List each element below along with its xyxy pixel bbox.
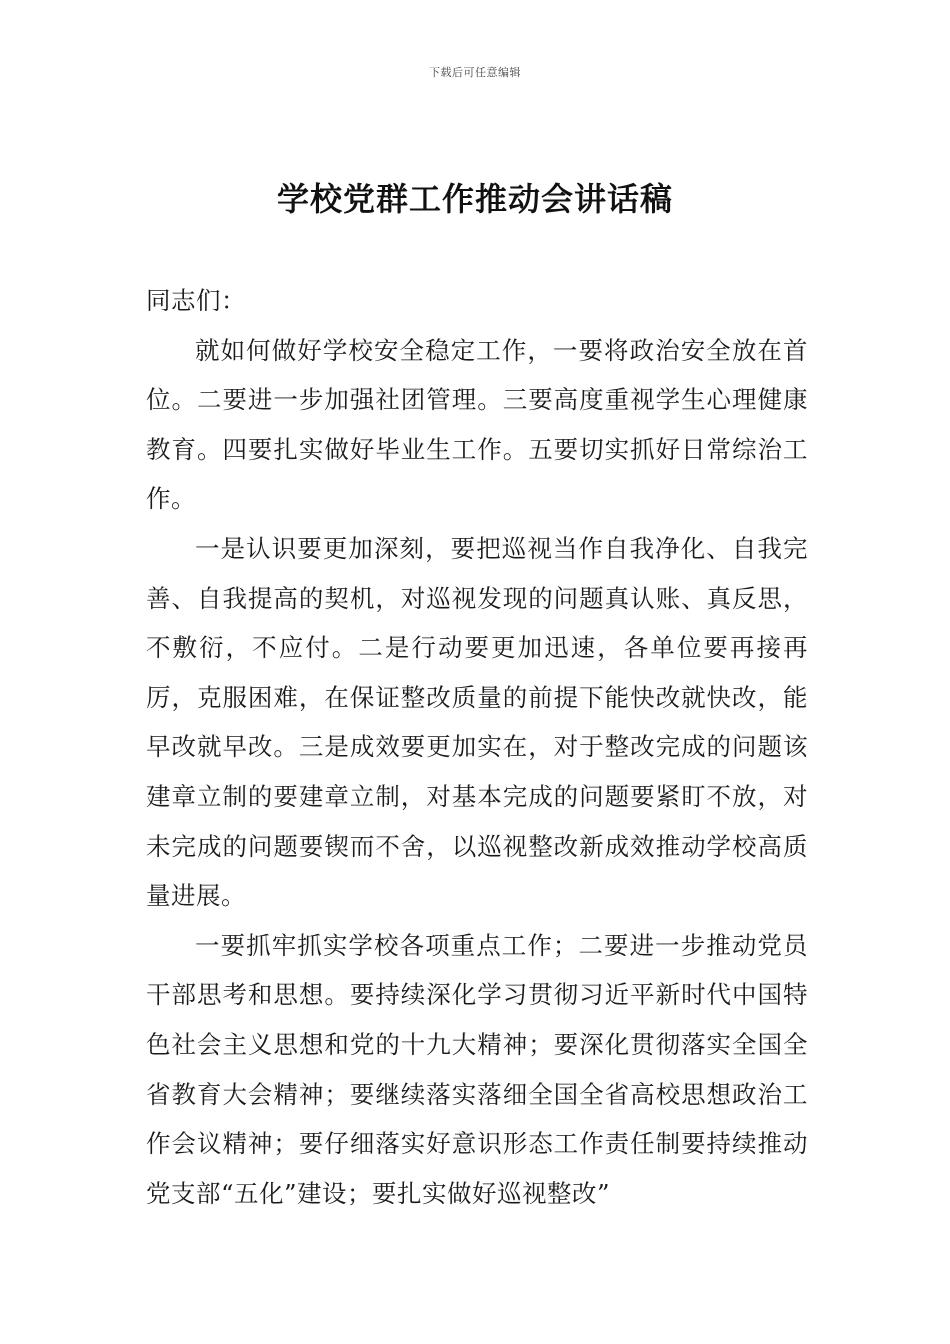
paragraph-3: 一要抓牢抓实学校各项重点工作；二要进一步推动党员干部思考和思想。要持续深化学习贯彻习近平新时代中国特色社会主义思想和党的十九大精神；要深化贯彻落实全国全省教育大会精神；要继续落实落细全国全省高校思想政治工作会议精神；要仔细落实好意识形态工作责任制要持续推动党支部“五化”建设；要扎实做好巡视整改” (146, 930, 808, 1208)
document-title: 学校党群工作推动会讲话稿 (276, 180, 673, 218)
paragraph-2: 一是认识要更加深刻，要把巡视当作自我净化、自我完善、自我提高的契机，对巡视发现的问题真认账、真反思，不敷衍，不应付。二是行动要更加迅速，各单位要再接再厉，克服困难，在保证整改质量的前提下能快改就快改，能早改就早改。三是成效要更加实在，对于整改完成的问题该建章立制的要建章立制，对基本完成的问题要紧盯不放，对未完成的问题要锲而不舍，以巡视整改新成效推动学校高质量进展。 (146, 533, 808, 911)
document-body (146, 276, 808, 1218)
header-note: 下载后可任意编辑 (429, 66, 521, 79)
salutation: 同志们： (146, 286, 246, 315)
paragraph-1: 就如何做好学校安全稳定工作，一要将政治安全放在首位。二要进一步加强社团管理。三要高度重视学生心理健康教育。四要扎实做好毕业生工作。五要切实抓好日常综治工作。 (146, 335, 808, 514)
